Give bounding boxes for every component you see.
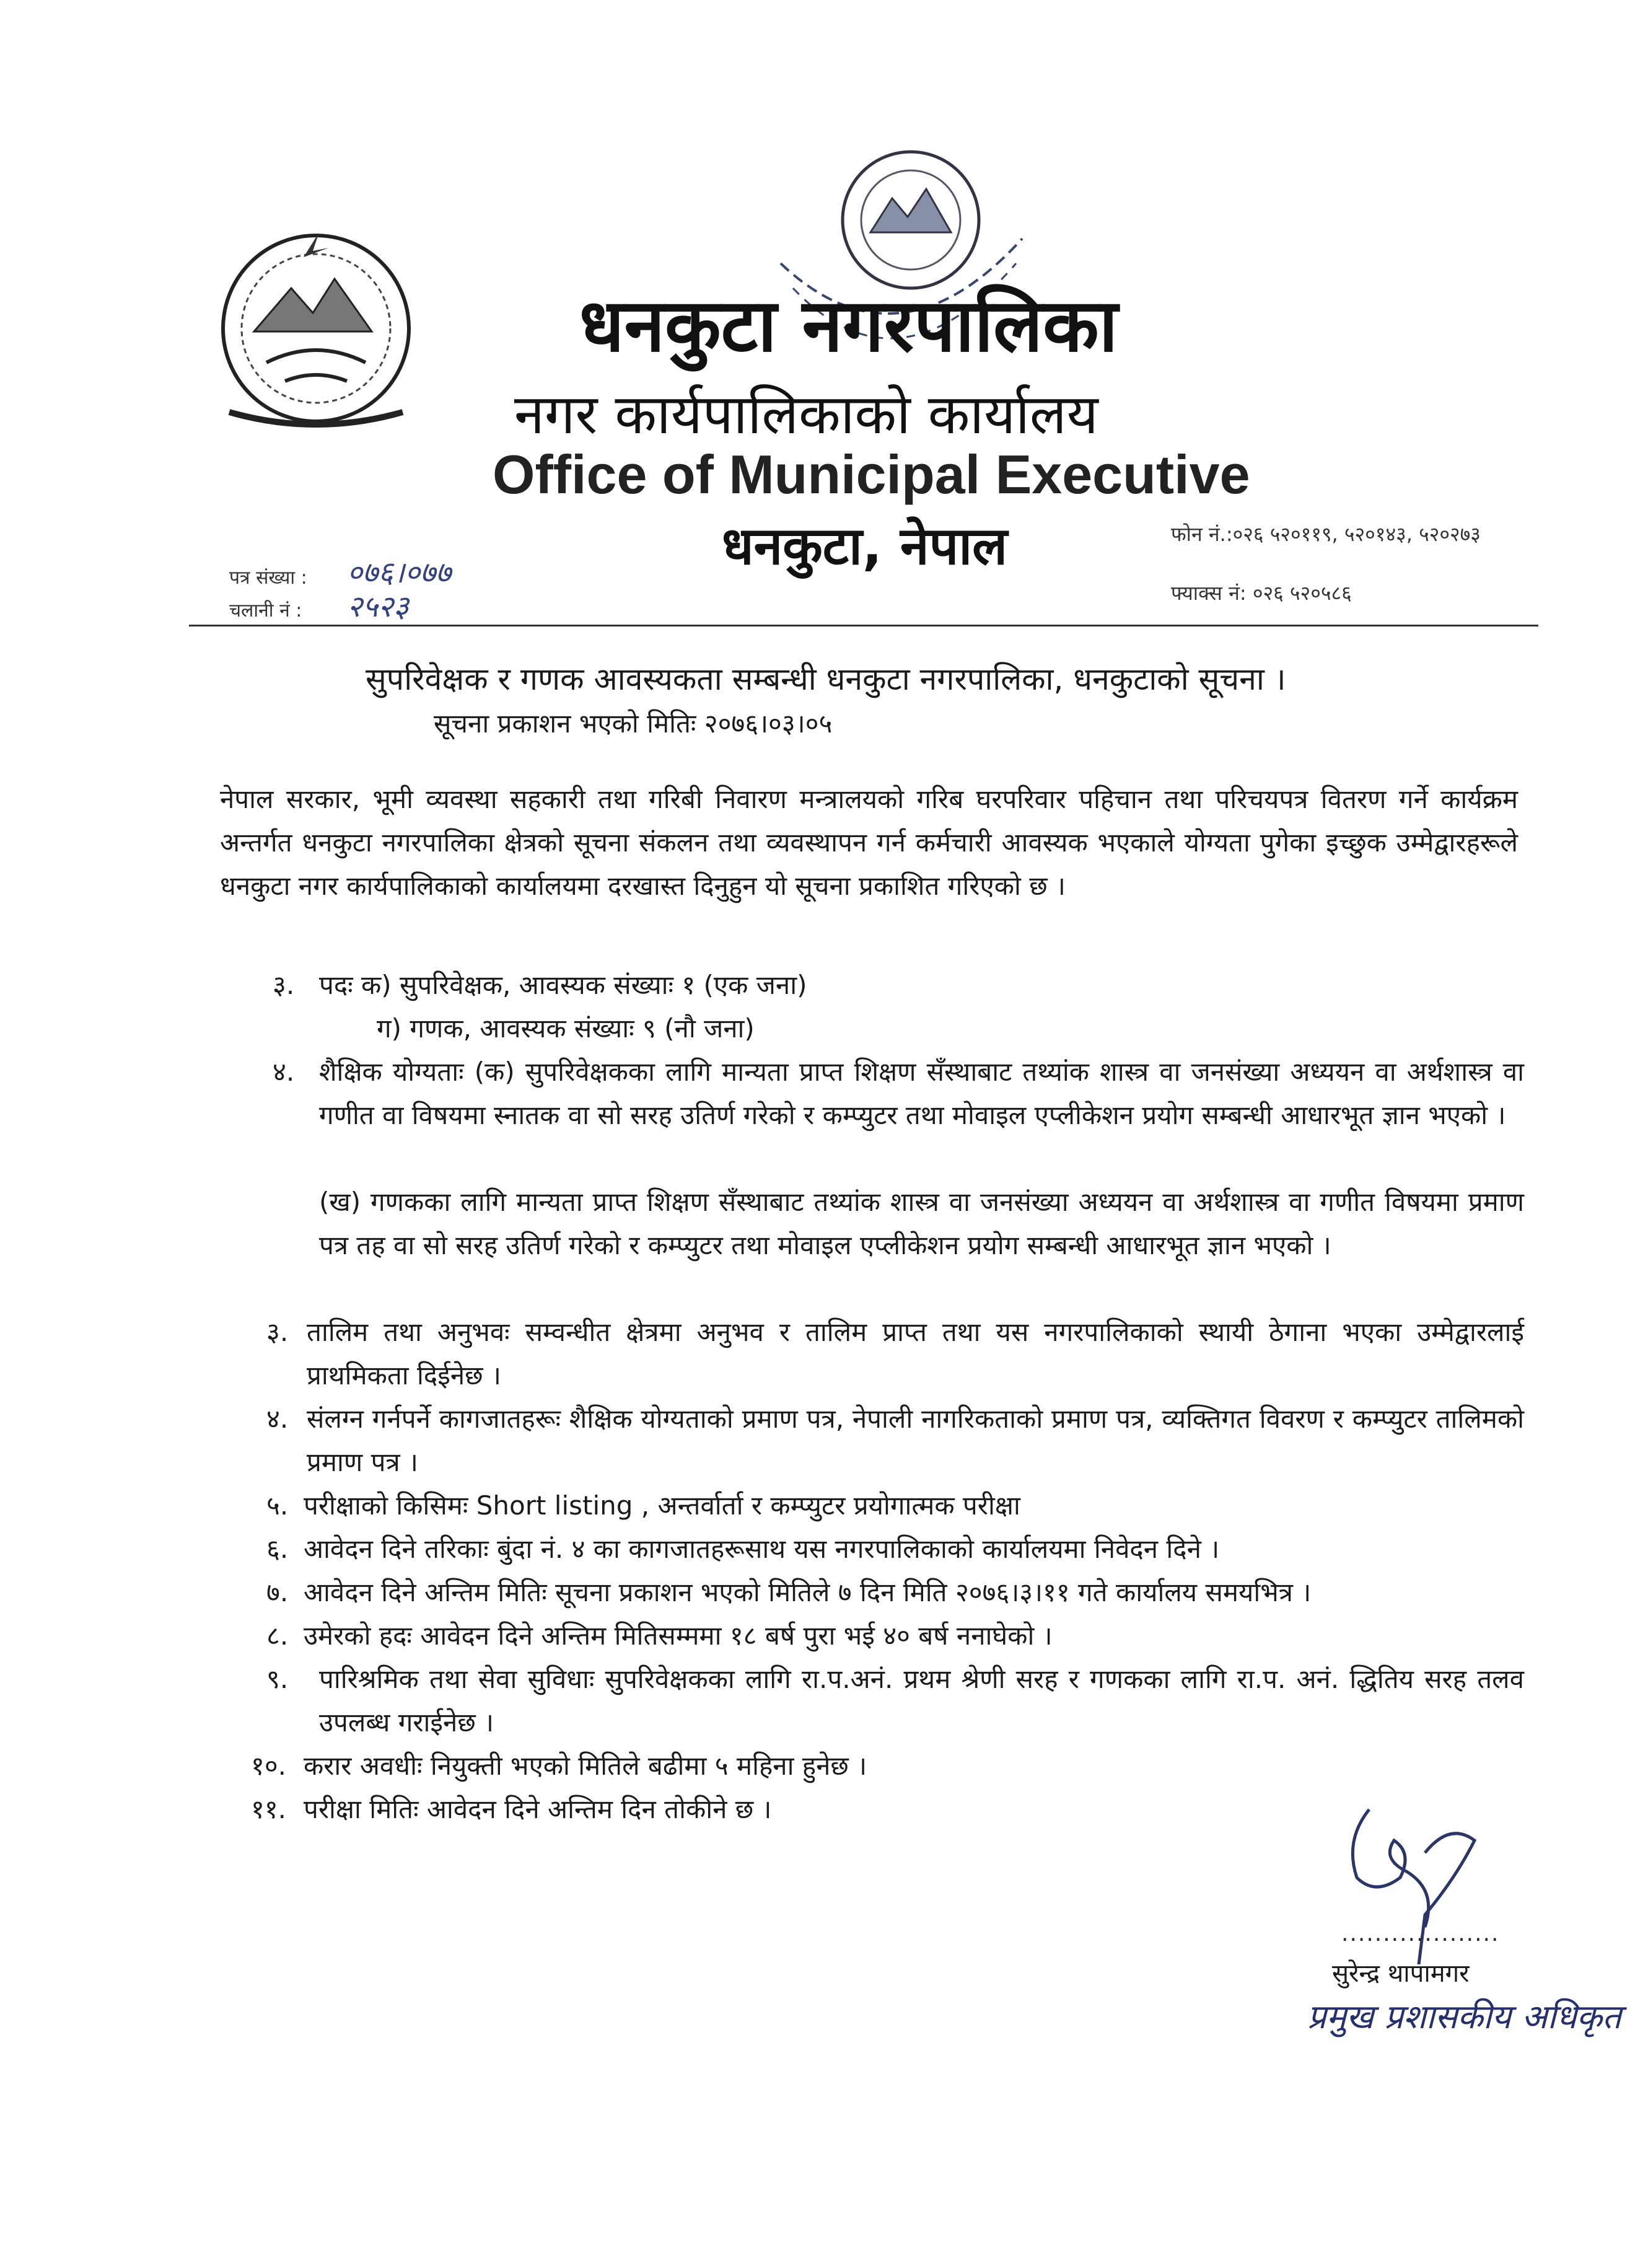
letter-number-label: पत्र संख्या : <box>229 567 307 589</box>
item-text: ग) गणक, आवस्यक संख्याः ९ (नौ जना) <box>377 1013 755 1044</box>
item-text: आवेदन दिने तरिकाः बुंदा नं. ४ का कागजातहरूसाथ यस नगरपालिकाको कार्यालयमा निवेदन दिने । <box>304 1534 1220 1564</box>
item-number: ४. <box>266 1404 289 1434</box>
item-text: शैक्षिक योग्यताः (क) सुपरिवेक्षकका लागि मान्यता प्राप्त शिक्षण सँस्थाबाट तथ्यांक शास्त्र वा जनसंख्या अध्ययन वा अर्थशास्त्र वा गणीत वा विषयमा स्नातक वा सो सरह उतिर्ण गरेको र कम्प्युटर तथा मोवाइल एप्लीकेशन प्रयोग सम्बन्धी आधारभूत ज्ञान भएको । <box>319 1057 1524 1130</box>
item-text: परीक्षा मितिः आवेदन दिने अन्तिम दिन तोकीने छ । <box>304 1794 772 1824</box>
fax-number: फ्याक्स नं: ०२६ ५२०५८६ <box>1171 581 1352 605</box>
publication-date: सूचना प्रकाशन भएको मितिः २०७६।०३।०५ <box>434 708 833 739</box>
item-number: १०. <box>251 1751 287 1781</box>
office-name-english: Office of Municipal Executive <box>493 444 1250 505</box>
item-number: ४. <box>273 1057 295 1087</box>
signatory-name: सुरेन्द्र थापामगर <box>1332 1959 1470 1988</box>
item-text: पारिश्रमिक तथा सेवा सुविधाः सुपरिवेक्षकका लागि रा.प.अनं. प्रथम श्रेणी सरह र गणकका लागि रा.प. अनं. द्धितिय सरह तलव उपलब्ध गराईनेछ । <box>319 1664 1524 1738</box>
item-text: करार अवधीः नियुक्ती भएको मितिले बढीमा ५ महिना हुनेछ । <box>304 1751 867 1781</box>
signature-line: ................... <box>1341 1921 1500 1946</box>
item-number: ६. <box>266 1534 289 1564</box>
item-text: परीक्षाको किसिमः Short listing , अन्तर्वार्ता र कम्प्युटर प्रयोगात्मक परीक्षा <box>304 1490 1020 1521</box>
dispatch-number-value: २५२३ <box>347 589 409 624</box>
phone-number: फोन नं.:०२६ ५२०११९, ५२०१४३, ५२०२७३ <box>1171 522 1481 546</box>
item-number: ११. <box>251 1794 287 1824</box>
letter-number-value: ०७६।०७७ <box>347 555 451 590</box>
item-number: ९. <box>266 1664 289 1694</box>
item-number: ७. <box>266 1577 289 1607</box>
office-location: धनकुटा, नेपाल <box>722 516 1008 576</box>
organization-name: धनकुटा नगरपालिका <box>579 283 1118 368</box>
item-text: उमेरको हदः आवेदन दिने अन्तिम मितिसम्ममा १८ बर्ष पुरा भई ४० बर्ष ननाघेको । <box>304 1620 1053 1651</box>
item-number: ३. <box>273 970 295 1000</box>
item-text: (ख) गणकका लागि मान्यता प्राप्त शिक्षण सँस्थाबाट तथ्यांक शास्त्र वा जनसंख्या अध्ययन वा अर्थशास्त्र वा गणीत विषयमा प्रमाण पत्र तह वा सो सरह उतिर्ण गरेको र कम्प्युटर तथा मोवाइल एप्लीकेशन प्रयोग सम्बन्धी आधारभूत ज्ञान भएको । <box>319 1187 1524 1260</box>
nepal-emblem-icon <box>204 220 427 431</box>
item-text: संलग्न गर्नपर्ने कागजातहरूः शैक्षिक योग्यताको प्रमाण पत्र, नेपाली नागरिकताको प्रमाण पत्र, व्यक्तिगत विवरण र कम्प्युटर तालिमको प्रमाण पत्र । <box>307 1404 1524 1477</box>
item-text: तालिम तथा अनुभवः सम्वन्धीत क्षेत्रमा अनुभव र तालिम प्राप्त तथा यस नगरपालिकाको स्थायी ठेगाना भएका उम्मेद्वारलाई प्राथमिकता दिईनेछ । <box>307 1317 1524 1391</box>
notice-subject: सुपरिवेक्षक र गणक आवस्यकता सम्बन्धी धनकुटा नगरपालिका, धनकुटाको सूचना । <box>366 661 1286 697</box>
office-name-nepali: नगर कार्यपालिकाको कार्यालय <box>514 382 1098 446</box>
intro-paragraph: नेपाल सरकार, भूमी व्यवस्था सहकारी तथा गरिबी निवारण मन्त्रालयको गरिब घरपरिवार पहिचान तथा परिचयपत्र वितरण गर्ने कार्यक्रम अन्तर्गत धनकुटा नगरपालिका क्षेत्रको सूचना संकलन तथा व्यवस्थापन गर्न कर्मचारी आवस्यक भएकाले योग्यता पुगेका इच्छुक उम्मेद्वारहरूले धनकुटा नगर कार्यपालिकाको कार्यालयमा दरखास्त दिनुहुन यो सूचना प्रकाशित गरिएको छ । <box>220 784 1518 901</box>
item-text: आवेदन दिने अन्तिम मितिः सूचना प्रकाशन भएको मितिले ७ दिन मिति २०७६।३।११ गते कार्यालय समयभित्र । <box>304 1577 1312 1607</box>
item-text: पदः क) सुपरिवेक्षक, आवस्यक संख्याः १ (एक जना) <box>319 970 807 1000</box>
item-number: ३. <box>266 1317 289 1347</box>
dispatch-number-label: चलानी नं : <box>229 600 302 622</box>
signatory-title: प्रमुख प्रशासकीय अधिकृत <box>1307 1997 1621 2036</box>
header-divider <box>189 625 1538 626</box>
item-number: ८. <box>266 1620 289 1651</box>
item-number: ५. <box>266 1490 289 1521</box>
